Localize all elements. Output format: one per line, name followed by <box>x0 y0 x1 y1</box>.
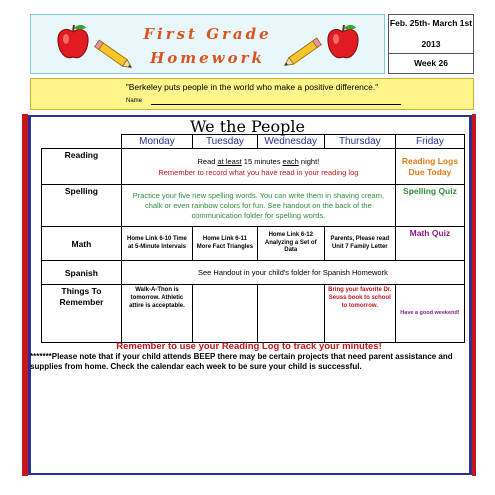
frame-accent-right <box>472 114 476 476</box>
day-thursday: Thursday <box>324 135 395 149</box>
remember-tuesday <box>193 285 258 343</box>
remember-thursday: Bring your favorite Dr. Seuss book to school to tomorrow. <box>324 285 395 343</box>
reading-each: each <box>282 156 299 166</box>
table-header-row <box>42 135 465 149</box>
quote-band <box>30 78 474 110</box>
week-label: Week 26 <box>414 58 448 68</box>
spelling-cell: Practice your five new spelling words. You can write them in shaving cream, chalk or even rainbow colors for fun. See handout on the back of the communication folder for spelling words. <box>121 185 395 227</box>
reading-mid: 15 minutes <box>241 156 283 166</box>
math-wednesday: Home Link 6-12 Analyzing a Set of Data <box>257 227 324 261</box>
remember-wednesday <box>257 285 324 343</box>
math-tuesday: Home Link 6-11 More Fact Triangles <box>193 227 258 261</box>
page-title: We the People <box>190 117 305 136</box>
homework-table <box>41 134 465 343</box>
header-banner <box>30 14 385 74</box>
day-monday: Monday <box>121 135 192 149</box>
table-row-spanish <box>42 261 465 285</box>
title-line-2: Homework <box>150 49 265 67</box>
reading-friday: Reading Logs Due Today <box>395 149 464 185</box>
reading-log-reminder: Remember to use your Reading Log to track your minutes! <box>116 341 382 352</box>
day-friday: Friday <box>395 135 464 149</box>
row-label-math: Math <box>42 227 122 261</box>
corner-cell <box>42 135 122 149</box>
math-monday: Home Link 6-10 Time at 5-Minute Intervals <box>121 227 192 261</box>
row-label-reading: Reading <box>42 149 122 185</box>
name-label: Name <box>126 98 143 104</box>
spelling-friday: Spelling Quiz <box>395 185 464 227</box>
date-box <box>388 14 474 74</box>
day-wednesday: Wednesday <box>257 135 324 149</box>
reading-cell <box>121 149 395 185</box>
row-label-spelling: Spelling <box>42 185 122 227</box>
math-friday: Math Quiz <box>395 227 464 261</box>
reading-pre: Read <box>197 156 218 166</box>
date-range: Feb. 25th- March 1st <box>389 18 473 28</box>
reading-line-2: Remember to record what you have read in your reading log <box>158 167 359 177</box>
date-year: 2013 <box>421 39 441 49</box>
row-label-remember: Things To Remember <box>42 285 122 343</box>
table-row-reading <box>42 149 465 185</box>
reading-at-least: at least <box>217 156 242 166</box>
remember-friday: Have a good weekend! <box>395 285 464 343</box>
reading-line-1 <box>124 156 393 167</box>
math-thursday: Parents, Please read Unit 7 Family Letter <box>324 227 395 261</box>
reading-post: night! <box>298 156 320 166</box>
row-label-spanish: Spanish <box>42 261 122 285</box>
spanish-cell: See Handout in your child's folder for Spanish Homework <box>121 261 464 285</box>
date-divider <box>389 53 473 54</box>
table-row-remember <box>42 285 465 343</box>
table-row-math <box>42 227 465 261</box>
day-tuesday: Tuesday <box>193 135 258 149</box>
quote-text: "Berkeley puts people in the world who make a positive difference." <box>125 82 379 92</box>
name-line <box>151 104 401 105</box>
table-row-spelling <box>42 185 465 227</box>
title-line-1: First Grade <box>143 25 272 43</box>
beep-note: *******Please note that if your child attends BEEP there may be certain projects that need parent assistance and supplies from home. Check the calendar each week to be sure your child is successful. <box>30 352 453 371</box>
remember-monday: Walk-A-Thon is tomorrow. Athletic attire is acceptable. <box>121 285 192 343</box>
